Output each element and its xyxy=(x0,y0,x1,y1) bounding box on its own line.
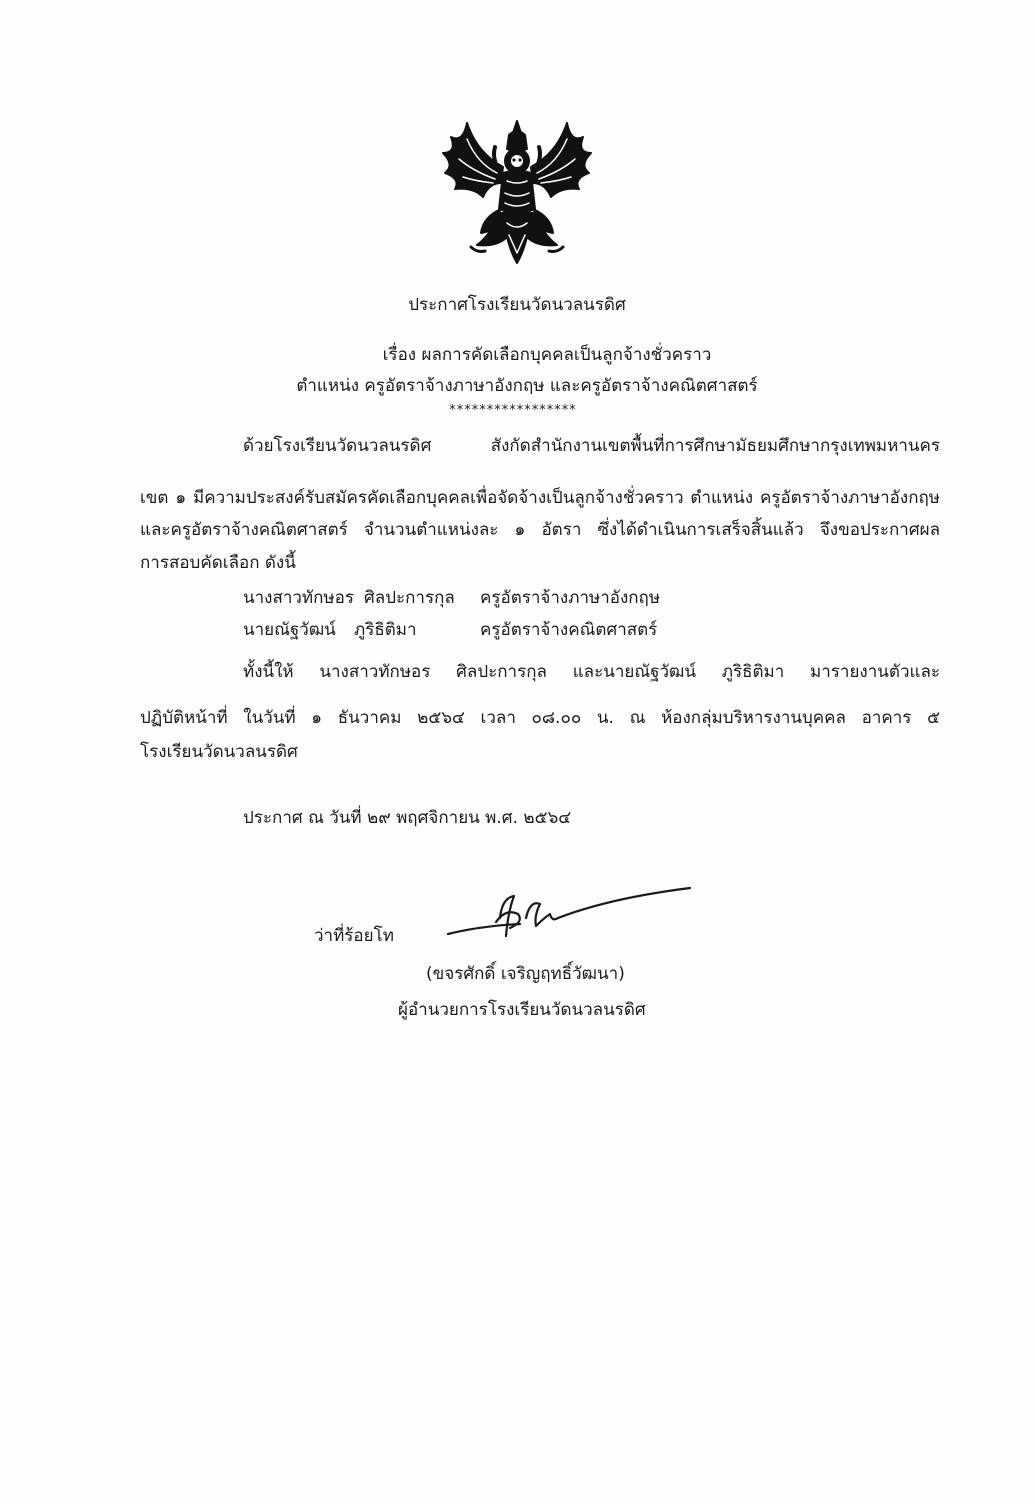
paragraph1-line2: เขต ๑ มีความประสงค์รับสมัครคัดเลือกบุคคลเพื่อจัดจ้างเป็นลูกจ้างชั่วคราว ตำแหน่ง ครูอัตราจ้างภาษาอังกฤษ xyxy=(140,488,940,508)
result-1-position: ครูอัตราจ้างภาษาอังกฤษ xyxy=(480,588,661,608)
subject-line-1: เรื่อง ผลการคัดเลือกบุคคลเป็นลูกจ้างชั่วคราว xyxy=(382,345,712,365)
announce-date: ประกาศ ณ วันที่ ๒๙ พฤศจิกายน พ.ศ. ๒๕๖๔ xyxy=(243,808,572,828)
separator: ***************** xyxy=(449,403,577,418)
result-1-first-name: นางสาวทักษอร xyxy=(243,588,354,608)
signer-rank: ว่าที่ร้อยโท xyxy=(314,926,394,946)
result-2-first-name: นายณัฐวัฒน์ xyxy=(243,620,336,640)
signer-title: ผู้อำนวยการโรงเรียนวัดนวลนรดิศ xyxy=(398,1000,646,1020)
paragraph2-line3: โรงเรียนวัดนวลนรดิศ xyxy=(140,742,298,762)
garuda-emblem-icon xyxy=(437,113,597,271)
signer-name: (ขจรศักดิ์ เจริญฤทธิ์วัฒนา) xyxy=(426,964,625,984)
paragraph1-line3: และครูอัตราจ้างคณิตศาสตร์ จำนวนตำแหน่งละ ๑ อัตรา ซึ่งได้ดำเนินการเสร็จสิ้นแล้ว จึงขอประกาศผล xyxy=(140,520,940,540)
result-1-last-name: ศิลปะการกุล xyxy=(364,588,455,608)
paragraph1-line4: การสอบคัดเลือก ดังนี้ xyxy=(140,553,296,573)
handwritten-signature xyxy=(440,878,700,948)
result-2-last-name: ภูริธิติมา xyxy=(354,620,417,640)
paragraph2-line2: ปฏิบัติหน้าที่ ในวันที่ ๑ ธันวาคม ๒๕๖๔ เวลา ๐๘.๐๐ น. ณ ห้องกลุ่มบริหารงานบุคคล อาคาร ๕ xyxy=(140,708,940,728)
paragraph2-line1: ทั้งนี้ให้ นางสาวทักษอร ศิลปะการกุล และนายณัฐวัฒน์ ภูริธิติมา มารายงานตัวและ xyxy=(243,662,940,682)
document-heading: ประกาศโรงเรียนวัดนวลนรดิศ xyxy=(408,295,626,315)
result-2-position: ครูอัตราจ้างคณิตศาสตร์ xyxy=(480,620,658,640)
subject-line-2: ตำแหน่ง ครูอัตราจ้างภาษาอังกฤษ และครูอัตราจ้างคณิตศาสตร์ xyxy=(296,376,758,396)
paragraph1-line1: ด้วยโรงเรียนวัดนวลนรดิศ สังกัดสำนักงานเขตพื้นที่การศึกษามัธยมศึกษากรุงเทพมหานคร xyxy=(243,436,940,456)
